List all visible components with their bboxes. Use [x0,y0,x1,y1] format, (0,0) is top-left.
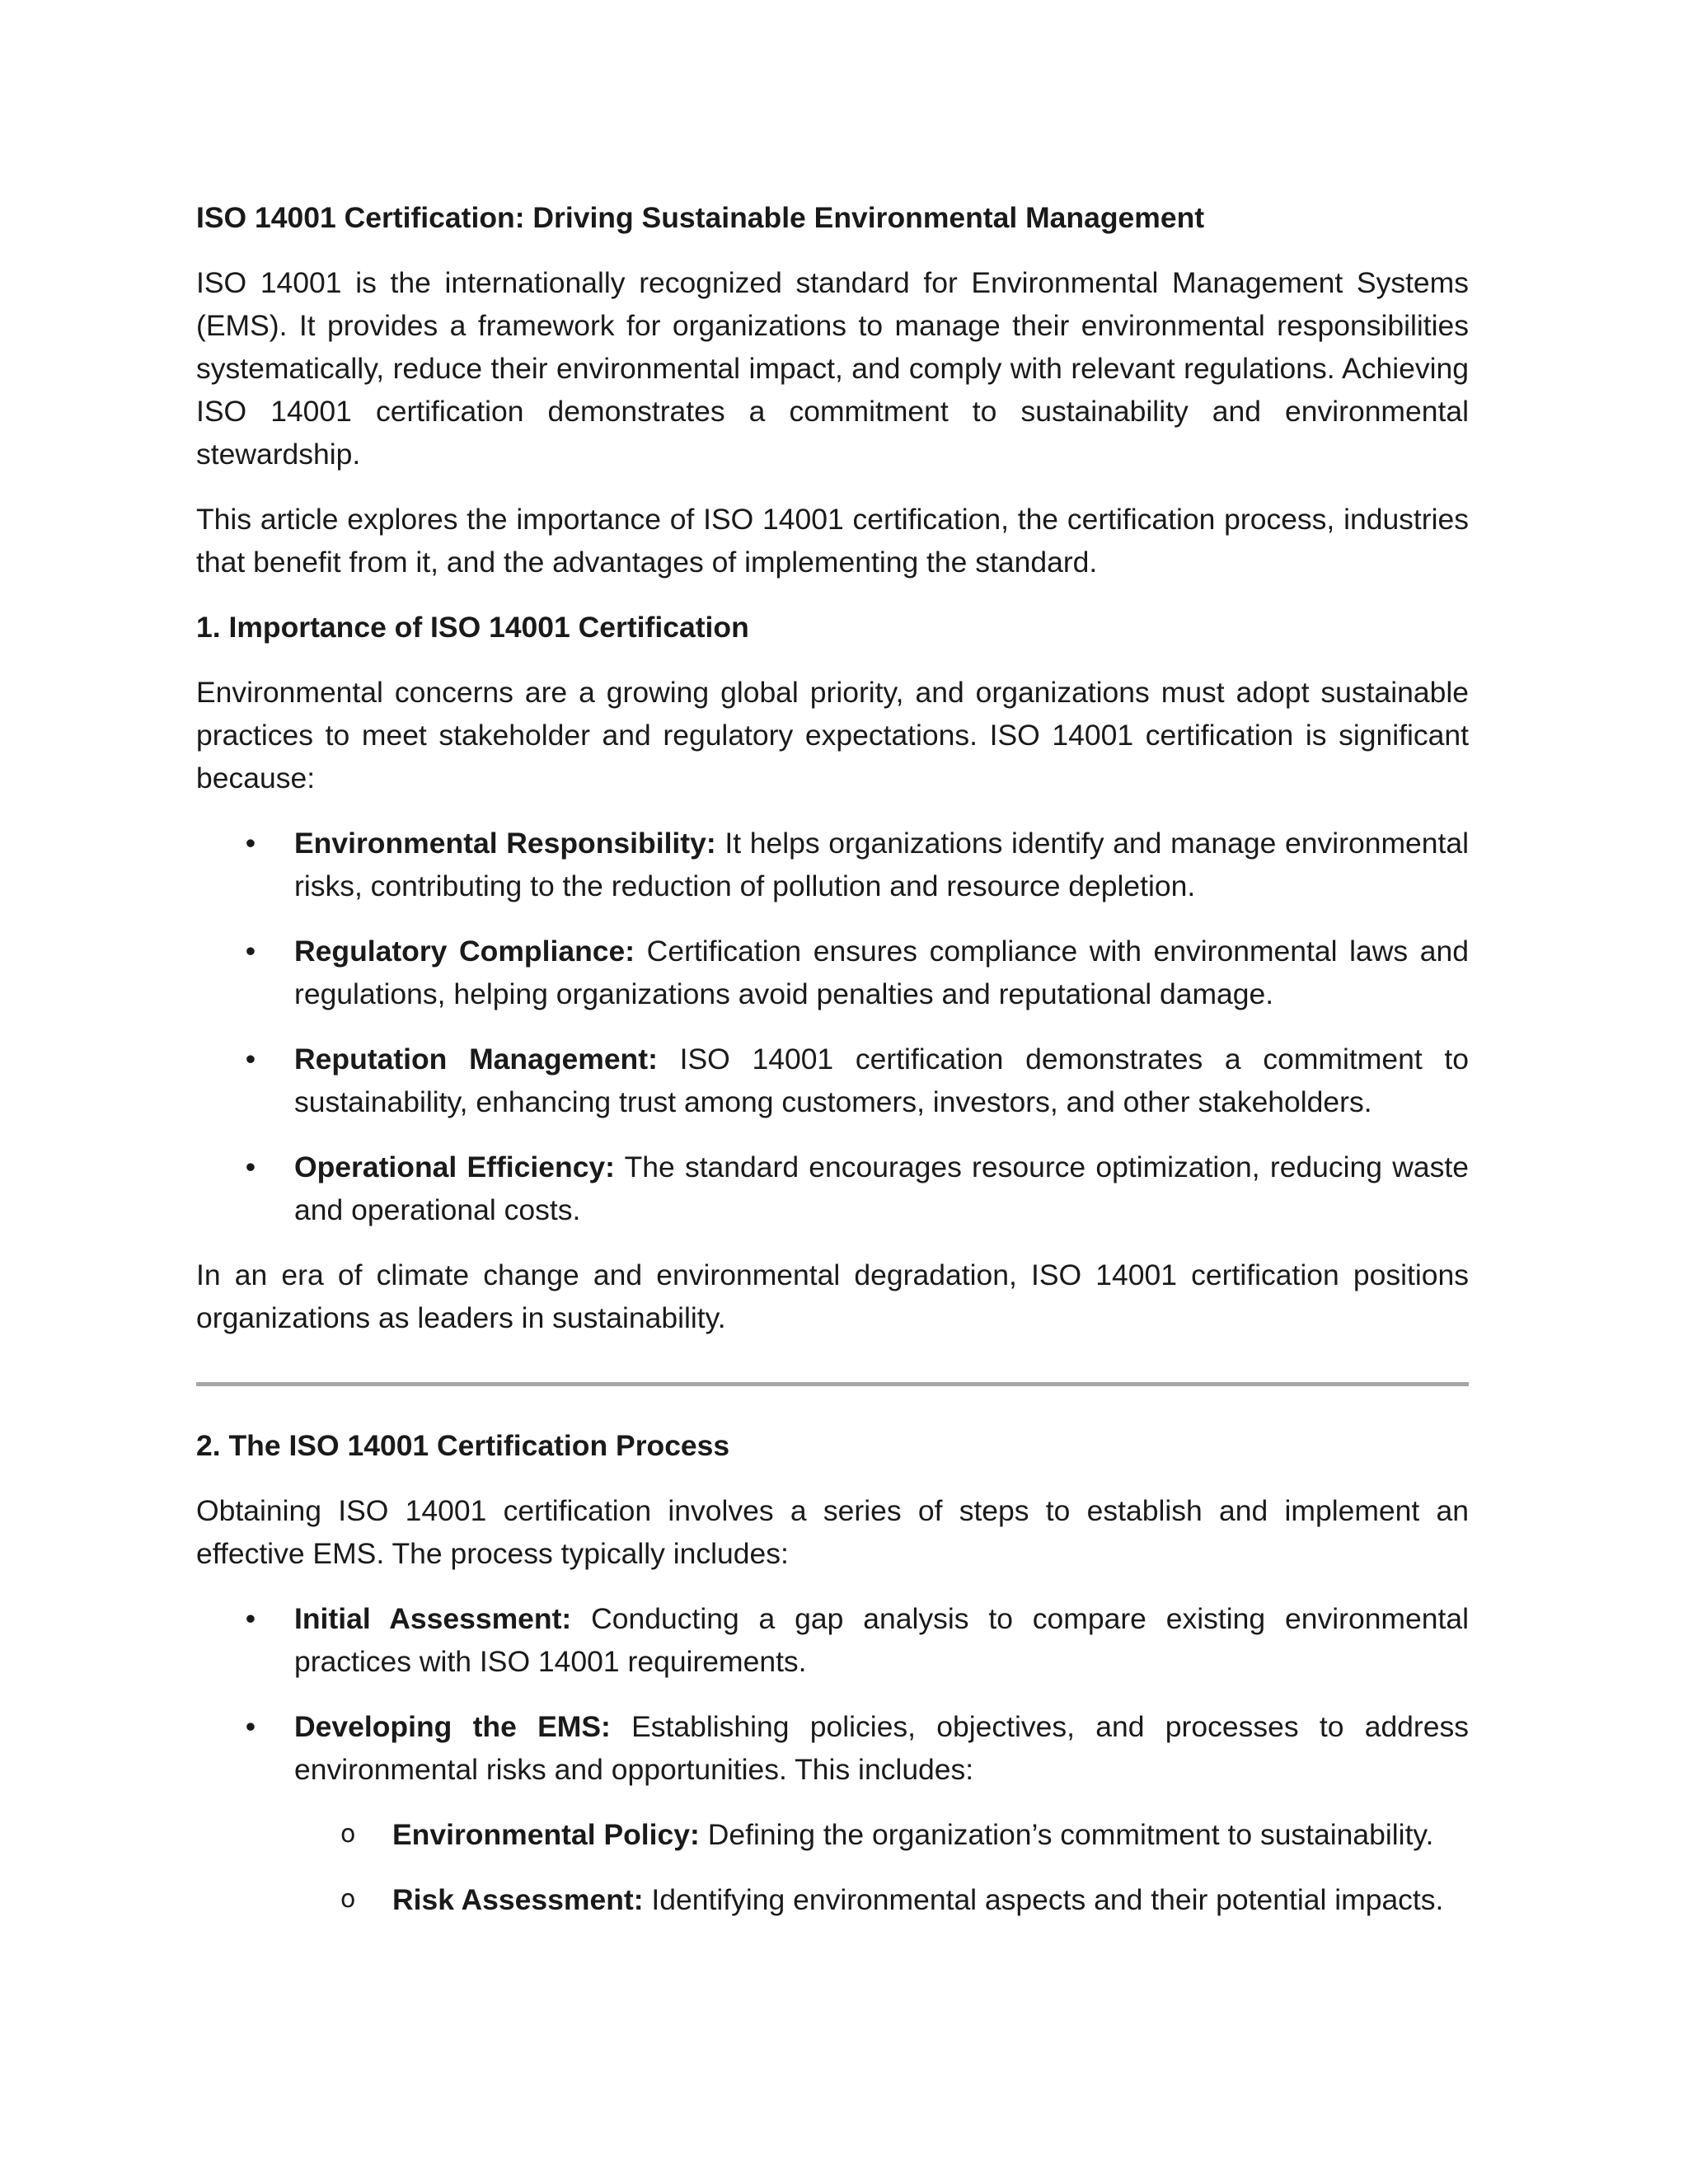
bullet-item [196,1038,1469,1123]
bullet-text: Conducting a gap analysis to compare existing environmental practices with ISO 14001 requirements. [294,1602,1469,1678]
bullet-icon: • [245,1043,256,1076]
sub-bullet-item [294,1813,1469,1856]
bullet-item [196,1705,1469,1921]
horizontal-divider [196,1382,1469,1386]
sub-bullet-item [294,1878,1469,1921]
bullet-label: Regulatory Compliance: [294,935,635,968]
bullet-item [196,822,1469,907]
bullet-text: Certification ensures compliance with environmental laws and regulations, helping organizations avoid penalties and reputational damage. [294,935,1469,1010]
bullet-icon: • [245,1710,256,1743]
bullet-item [196,1146,1469,1231]
bullet-icon: • [245,1151,256,1183]
bullet-label: Initial Assessment: [294,1602,572,1635]
intro-paragraph-2: This article explores the importance of ISO 14001 certification, the certification process, industries that benefit from it, and the advantages of implementing the standard. [196,503,1469,579]
document-page [196,196,1469,1943]
bullet-label: Reputation Management: [294,1043,658,1076]
bullet-label: Environmental Responsibility: [294,827,716,860]
sub-bullet-text: Identifying environmental aspects and their potential impacts. [643,1883,1444,1916]
bullet-text: Establishing policies, objectives, and processes to address environmental risks and opportunities. This includes: [294,1710,1469,1786]
sub-bullet-list [294,1813,1469,1921]
section-2-bullet-list [196,1597,1469,1921]
bullet-icon: • [245,827,256,860]
bullet-text: The standard encourages resource optimization, reducing waste and operational costs. [294,1151,1469,1226]
section-1-intro: Environmental concerns are a growing global priority, and organizations must adopt sustainable practices to meet stakeholder and regulatory expectations. ISO 14001 certification is significant because: [196,676,1469,794]
section-1-bullet-list [196,822,1469,1231]
circle-bullet-icon: o [340,1820,356,1849]
bullet-label: Operational Efficiency: [294,1151,615,1183]
bullet-label: Developing the EMS: [294,1710,611,1743]
sub-bullet-label: Environmental Policy: [392,1818,700,1851]
section-2-intro: Obtaining ISO 14001 certification involves a series of steps to establish and implement an effective EMS. The process typically includes: [196,1494,1469,1570]
section-2-heading: 2. The ISO 14001 Certification Process [196,1429,730,1462]
bullet-text: It helps organizations identify and manage environmental risks, contributing to the reduction of pollution and resource depletion. [294,827,1470,902]
document-title: ISO 14001 Certification: Driving Sustainable Environmental Management [196,201,1205,234]
section-1-heading: 1. Importance of ISO 14001 Certification [196,611,749,644]
circle-bullet-icon: o [340,1885,356,1914]
bullet-icon: • [245,935,256,968]
sub-bullet-text: Defining the organization’s commitment to sustainability. [699,1818,1434,1851]
bullet-item [196,930,1469,1015]
bullet-icon: • [245,1602,256,1635]
intro-paragraph-1: ISO 14001 is the internationally recognized standard for Environmental Management Systems (EMS). It provides a framework for organizations to manage their environmental responsibilities systematically, reduce their environmental impact, and comply with relevant regulations. Achieving ISO 14001 certification demonstrates a commitment to sustainability and environmental stewardship. [196,266,1469,471]
sub-bullet-label: Risk Assessment: [392,1883,644,1916]
bullet-item [196,1597,1469,1683]
bullet-text: ISO 14001 certification demonstrates a commitment to sustainability, enhancing trust among customers, investors, and other stakeholders. [294,1043,1469,1118]
section-1-conclusion: In an era of climate change and environmental degradation, ISO 14001 certification positions organizations as leaders in sustainability. [196,1258,1469,1334]
